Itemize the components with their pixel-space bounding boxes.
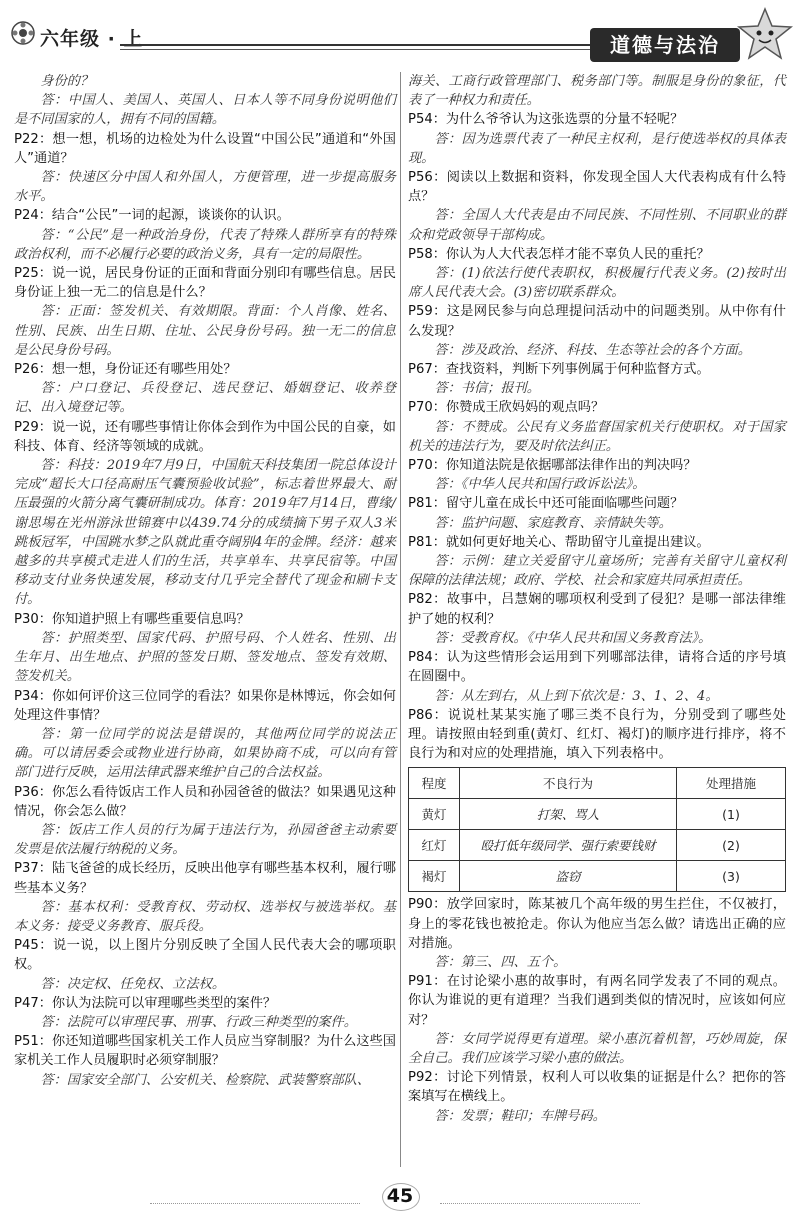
answer-text: 身份的？ xyxy=(40,74,94,89)
answer-text: 答：涉及政治、经济、科技、生态等社会的各个方面。 xyxy=(434,342,751,358)
table-header-measure: 处理措施 xyxy=(677,768,786,799)
answer-text: 答：饭店工作人员的行为属于违法行为，孙园爸爸主动索要发票是依法履行纳税的义务。 xyxy=(14,822,396,858)
table-cell-level: 褐灯 xyxy=(409,861,460,892)
answer-text: 答：“公民”是一种政治身份，代表了特殊人群所享有的特殊政治权利，而不必履行必要的政治义务，具有一定的局限性。 xyxy=(14,227,396,262)
question-text: P86：说说杜某某实施了哪三类不良行为，分别受到了哪些处理。请按照由轻到重(黄灯、红灯、褐灯)的顺序进行排序，将不良行为和对应的处理措施，填入下列表格中。 xyxy=(408,707,786,762)
question-text: P56：阅读以上数据和资料，你发现全国人大代表构成有什么特点？ xyxy=(408,170,786,205)
question-text: P70：你知道法院是依据哪部法律作出的判决吗？ xyxy=(408,458,697,474)
question-text: P82：故事中，吕慧娴的哪项权利受到了侵犯？是哪一部法律维护了她的权利？ xyxy=(408,592,786,627)
answer-text: 答：决定权、任免权、立法权。 xyxy=(40,976,226,992)
right-column xyxy=(408,72,786,1126)
question-text: P24：结合“公民”一词的起源，谈谈你的认识。 xyxy=(14,208,290,224)
footer-rule-left xyxy=(150,1203,360,1204)
question-text: P67：查找资料，判断下列事例属于何种监督方式。 xyxy=(408,362,710,378)
answer-text: 答：科技：2019年7月9日，中国航天科技集团一院总体设计完成“超长大口径高耐压气囊预验收试验”，标志着世界最大、耐压最强的火箭分离气囊研制成功。体育：2019年7月14日，曹缘/谢思埸在光州游泳世锦赛中以439.74分的成绩摘下男子双人3米跳板冠军，中国跳水梦之队就此重夺阔别4年的金牌。经济：越来越多的共享模式走进人们的生活，共享单车、共享民宿等。中国移动支付业务快速发展，移动支付几乎完全替代了现金和刷卡支付。 xyxy=(14,458,396,608)
question-text: P91：在讨论梁小惠的故事时，有两名同学发表了不同的观点。你认为谁说的更有道理？当我们遇到类似的情况时，应该如何应对？ xyxy=(408,974,786,1028)
page-footer xyxy=(0,1175,800,1217)
question-text: P26：想一想，身份证还有哪些用处？ xyxy=(14,362,237,378)
question-text: P22：想一想，机场的边检处为什么设置“中国公民”通道和“外国人”通道？ xyxy=(14,131,396,166)
answer-text: 答：国家安全部门、公安机关、检察院、武装警察部队、 xyxy=(40,1072,371,1088)
grade-label: 六年级 · 上 xyxy=(40,28,144,50)
answer-text: 答：中国人、美国人、英国人、日本人等不同身份说明他们是不同国家的人，拥有不同的国籍。 xyxy=(14,93,396,128)
question-text: P92：讨论下列情景，权利人可以收集的证据是什么？把你的答案填写在横线上。 xyxy=(408,1070,786,1105)
question-text: P84：认为这些情形会运用到下列哪部法律，请将合适的序号填在圆圈中。 xyxy=(408,650,786,685)
question-text: P59：这是网民参与向总理提问活动中的问题类别。从中你有什么发现？ xyxy=(408,304,786,339)
table-header-row xyxy=(409,768,786,799)
table-row xyxy=(409,799,786,830)
table-cell-measure: (3) xyxy=(677,861,786,892)
answer-text: 答：《中华人民共和国行政诉讼法》。 xyxy=(434,477,646,493)
answer-text: 答：监护问题、家庭教育、亲情缺失等。 xyxy=(434,515,672,531)
question-text: P70：你赞成王欣妈妈的观点吗？ xyxy=(408,400,605,416)
page-header xyxy=(0,0,800,70)
table-cell-behavior: 殴打低年级同学、强行索要钱财 xyxy=(460,830,677,861)
subject-title: 道德与法治 xyxy=(590,28,740,62)
header-rule xyxy=(120,44,590,46)
header-rule-thin xyxy=(120,49,590,50)
column-divider xyxy=(400,72,401,1167)
answer-text: 答：女同学说得更有道理。梁小惠沉着机智，巧妙周旋，保全自己。我们应该学习梁小惠的做法。 xyxy=(408,1031,786,1066)
answer-text: 答：户口登记、兵役登记、选民登记、婚姻登记、收养登记、出入境登记等。 xyxy=(14,381,396,416)
question-text: P90：放学回家时，陈某被几个高年级的男生拦住，不仅被打，身上的零花钱也被抢走。你认为他应当怎么做？请选出正确的应对措施。 xyxy=(408,897,786,951)
answer-text: 答：全国人大代表是由不同民族、不同性别、不同职业的群众和党政领导干部构成。 xyxy=(408,208,786,243)
table-cell-level: 黄灯 xyxy=(409,799,460,830)
table-cell-behavior: 盗窃 xyxy=(460,861,677,892)
answer-text: 答：不赞成。公民有义务监督国家机关行使职权。对于国家机关的违法行为，要及时依法纠正。 xyxy=(408,419,786,454)
answer-text: 答：护照类型、国家代码、护照号码、个人姓名、性别、出生年月、出生地点、护照的签发日期、签发地点、签发有效期、签发机关。 xyxy=(14,630,396,685)
footer-rule-right xyxy=(440,1203,640,1204)
answer-text: 答：基本权利：受教育权、劳动权、选举权与被选举权。基本义务：接受义务教育、服兵役。 xyxy=(14,899,396,934)
table-row xyxy=(409,830,786,861)
answer-text: 答：第三、四、五个。 xyxy=(434,954,567,970)
answer-text: 答：示例：建立关爱留守儿童场所；完善有关留守儿童权利保障的法律法规；政府、学校、社会和家庭共同承担责任。 xyxy=(408,554,786,589)
answer-text: 答：从左到右，从上到下依次是：3、1、2、4。 xyxy=(434,688,719,704)
question-text: P36：你怎么看待饭店工作人员和孙园爸爸的做法？如果遇见这种情况，你会怎么做？ xyxy=(14,784,396,819)
question-text: P58：你认为人大代表怎样才能不辜负人民的重托？ xyxy=(408,246,710,262)
question-text: P25：说一说，居民身份证的正面和背面分别印有哪些信息。居民身份证上独一无二的信息是什么？ xyxy=(14,266,396,301)
left-column xyxy=(14,72,396,1090)
answer-text: 答：法院可以审理民事、刑事、行政三种类型的案件。 xyxy=(40,1014,357,1030)
flower-logo-icon xyxy=(10,20,36,46)
table-cell-behavior: 打架、骂人 xyxy=(460,799,677,830)
answer-text: 答：(1)依法行使代表职权，积极履行代表义务。(2)按时出席人民代表大会。(3)密切联系群众。 xyxy=(408,266,786,301)
table-cell-measure: (2) xyxy=(677,830,786,861)
answer-text: 答：第一位同学的说法是错误的，其他两位同学的说法正确。可以请居委会或物业进行协商，如果协商不成，可以向有管部门进行反映，运用法律武器来维护自己的合法权益。 xyxy=(14,726,396,781)
question-text: P34：你如何评价这三位同学的看法？如果你是林博远，你会如何处理这件事情？ xyxy=(14,688,396,723)
answer-text: 答：发票；鞋印；车牌号码。 xyxy=(434,1108,606,1124)
question-text: P45：说一说，以上图片分别反映了全国人民代表大会的哪项职权。 xyxy=(14,938,396,973)
table-cell-measure: (1) xyxy=(677,799,786,830)
question-text: P37：陆飞爸爸的成长经历，反映出他享有哪些基本权利，履行哪些基本义务？ xyxy=(14,861,396,896)
table-cell-level: 红灯 xyxy=(409,830,460,861)
question-text: P54：为什么爷爷认为这张选票的分量不轻呢？ xyxy=(408,112,684,128)
question-text: P81：就如何更好地关心、帮助留守儿童提出建议。 xyxy=(408,534,710,550)
answer-text: 答：受教育权。《中华人民共和国义务教育法》。 xyxy=(434,630,712,646)
answer-text: 答：因为选票代表了一种民主权利，是行使选举权的具体表现。 xyxy=(408,131,786,166)
question-text: P51：你还知道哪些国家机关工作人员应当穿制服？为什么这些国家机关工作人员履职时必须穿制服？ xyxy=(14,1034,396,1069)
table-row xyxy=(409,861,786,892)
answer-text: 答：快速区分中国人和外国人，方便管理，进一步提高服务水平。 xyxy=(14,170,396,205)
question-text: P30：你知道护照上有哪些重要信息吗？ xyxy=(14,611,250,627)
table-header-behavior: 不良行为 xyxy=(460,768,677,799)
answer-text: 答：书信；报刊。 xyxy=(434,381,540,397)
right-column-top xyxy=(408,72,786,763)
bad-behavior-table xyxy=(408,767,786,892)
right-column-bottom xyxy=(408,895,786,1125)
question-text: P47：你认为法院可以审理哪些类型的案件？ xyxy=(14,995,277,1011)
page-number: 45 xyxy=(376,1179,424,1213)
table-header-level: 程度 xyxy=(409,768,460,799)
answer-text: 海关、工商行政管理部门、税务部门等。制服是身份的象征，代表了一种权力和责任。 xyxy=(408,74,786,109)
question-text: P29：说一说，还有哪些事情让你体会到作为中国公民的自豪，如科技、体育、经济等领域的成就。 xyxy=(14,419,396,454)
star-mascot-icon xyxy=(735,6,795,64)
question-text: P81：留守儿童在成长中还可能面临哪些问题？ xyxy=(408,496,684,512)
answer-text: 答：正面：签发机关、有效期限。背面：个人肖像、姓名、性别、民族、出生日期、住址、公民身份号码。独一无二的信息是公民身份号码。 xyxy=(14,304,396,358)
